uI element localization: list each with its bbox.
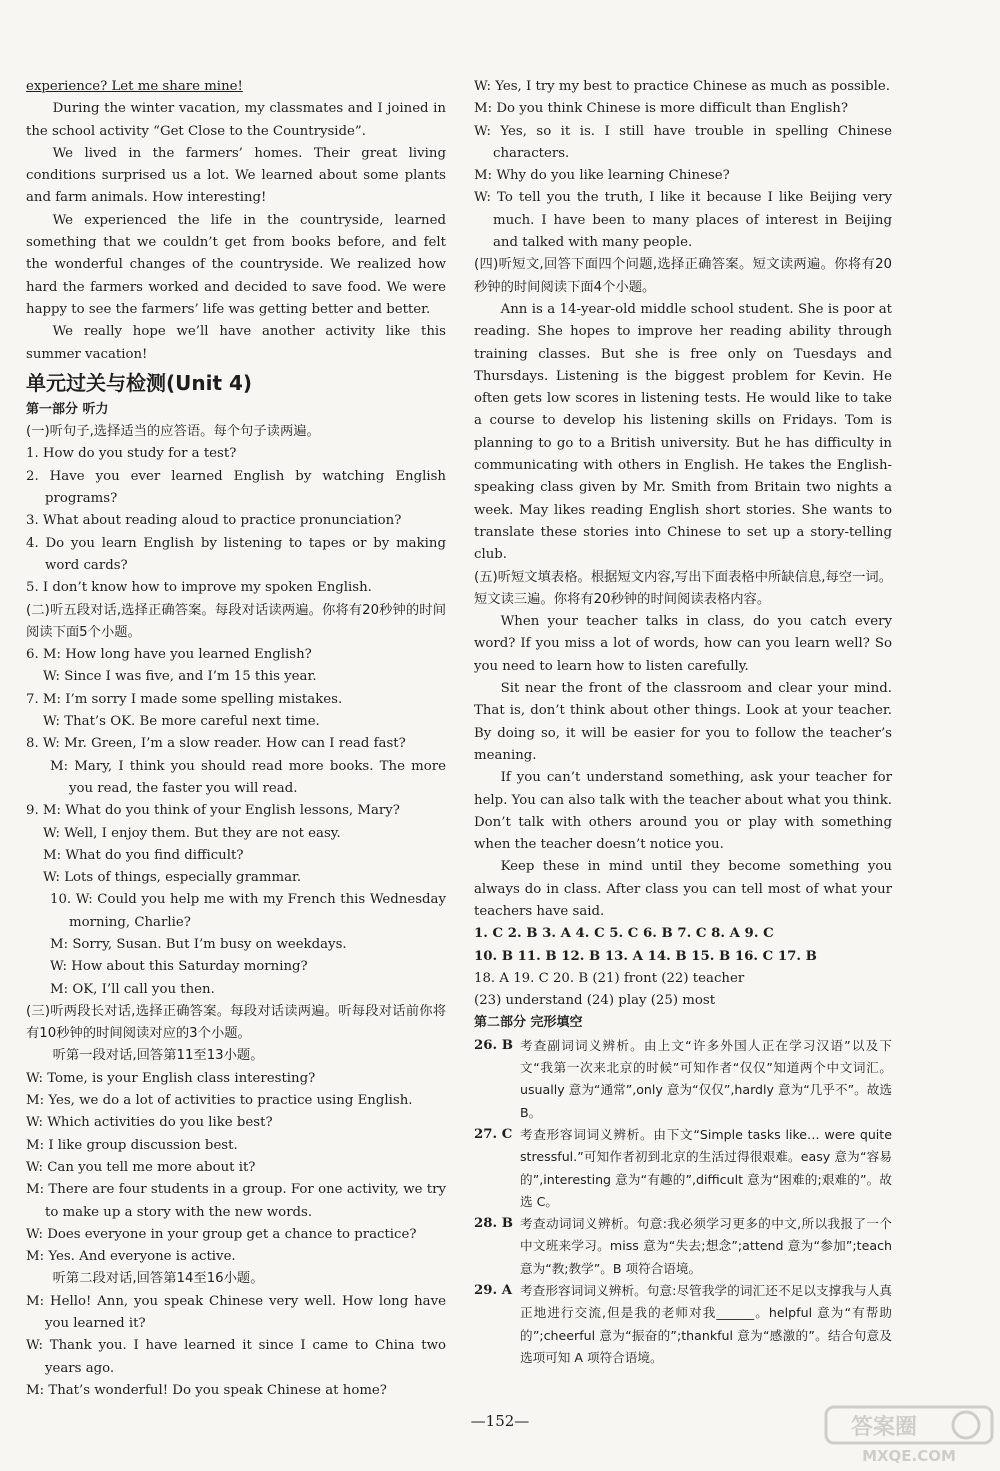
section-heading: (四)听短文,回答下面四个问题,选择正确答案。短文读两遍。你将有20秒钟的时间阅读下面4个小题。: [474, 257, 892, 295]
explanation-number: 28. B: [474, 1216, 514, 1232]
essay-paragraph: During the winter vacation, my classmates and I joined in the school activity “Get Close to the Countryside”.: [26, 101, 446, 139]
dialogue-line: W: Lots of things, especially grammar.: [43, 870, 302, 886]
dialogue-line: M: OK, I’ll call you then.: [50, 981, 215, 997]
question: 2. Have you ever learned English by watching English programs?: [26, 468, 446, 507]
passage-paragraph: Ann is a 14-year-old middle school student. She is poor at reading. She hopes to improve her reading ability through training classes. But she is free only on Tuesdays and Thursdays. Listening is the biggest problem for Kevin. He often gets low scores in listening tests. He would like to take a course to develop his listening skills on Fridays. Tom is planning to go to a British university. But he has difficulty in communicating with others in English. He takes the English-speaking class given by Mr. Smith from Britain two nights a week. May likes reading English short stories. She wants to translate these stories into Chinese to set up a story-telling club.: [474, 301, 892, 563]
explanation-text: 考查形容词词义辨析。句意:尽管我学的词汇还不足以支撑我与人真正地进行交流,但是我的老师对我______。helpful 意为“有帮助的”;cheerful 意为“振奋的”;thankful 意为“感激的”。结合句意及选项可知 A 项符合语境。: [520, 1283, 892, 1365]
section-heading: (三)听两段长对话,选择正确答案。每段对话读两遍。听每段对话前你将有10秒钟的时间阅读对应的3个小题。: [26, 1003, 446, 1042]
dialogue-line: 7. M: I’m sorry I made some spelling mistakes.: [26, 691, 343, 707]
essay-paragraph: We experienced the life in the countryside, learned something that we couldn’t get from books before, and felt the wonderful changes of the countryside. We realized how hard the farmers worked and decided to save food. We were happy to see the farmers’ life was getting better and better.: [26, 212, 446, 317]
sub-heading: 听第一段对话,回答第11至13小题。: [52, 1048, 264, 1064]
passage-paragraph: When your teacher talks in class, do you catch every word? If you miss a lot of words, how can you learn well? So you need to learn how to listen carefully.: [474, 614, 892, 674]
part-heading: 第一部分 听力: [26, 401, 109, 417]
question: 3. What about reading aloud to practice pronunciation?: [26, 513, 402, 529]
sub-heading: 听第二段对话,回答第14至16小题。: [52, 1271, 264, 1287]
dialogue-line: W: Yes, so it is. I still have trouble in spelling Chinese characters.: [474, 123, 892, 161]
explanation-26: [474, 1035, 892, 1124]
dialogue-line: W: To tell you the truth, I like it because I like Beijing very much. I have been to many places of interest in Beijing and talked with many people.: [474, 190, 892, 251]
answer-key-line: 10. B 11. B 12. B 13. A 14. B 15. B 16. C 17. B: [474, 948, 817, 964]
explanation-number: 26. B: [474, 1037, 514, 1053]
dialogue-line: M: Hello! Ann, you speak Chinese very well. How long have you learned it?: [26, 1293, 446, 1332]
svg-text:MXQE.COM: MXQE.COM: [862, 1447, 956, 1465]
passage-paragraph: If you can’t understand something, ask your teacher for help. You can also talk with the teacher about what you think. Don’t talk with others around you or play with something when the teacher doesn’t notice you.: [474, 770, 892, 853]
explanation-27: [474, 1124, 892, 1213]
svg-text:答案圈: 答案圈: [850, 1415, 918, 1440]
dialogue-line: W: Does everyone in your group get a chance to practice?: [26, 1226, 417, 1242]
page-number: —152—: [470, 1412, 530, 1430]
dialogue-line: 6. M: How long have you learned English?: [26, 647, 312, 663]
explanation-text: 考查动词词义辨析。句意:我必须学习更多的中文,所以我报了一个中文班来学习。miss 意为“失去;想念”;attend 意为“参加”;teach 意为“教;教学”。B 项符合语境。: [520, 1216, 892, 1276]
explanation-29: [474, 1280, 892, 1369]
dialogue-line: W: How about this Saturday morning?: [50, 959, 308, 975]
passage-paragraph: Keep these in mind until they become something you always do in class. After class you can tell most of what your teachers have said.: [474, 859, 892, 919]
explanation-number: 27. C: [474, 1126, 513, 1142]
question: 4. Do you learn English by listening to tapes or by making word cards?: [26, 535, 446, 573]
dialogue-line: M: Why do you like learning Chinese?: [474, 168, 730, 184]
passage-paragraph: Sit near the front of the classroom and clear your mind. That is, don’t think about other things. Look at your teacher. By doing so, it will be easier for you to follow the teacher’s meaning.: [474, 681, 892, 763]
dialogue-line: M: Yes. And everyone is active.: [26, 1249, 236, 1265]
watermark-logo: [824, 1403, 994, 1465]
dialogue-line: M: I like group discussion best.: [26, 1137, 238, 1153]
dialogue-line: M: There are four students in a group. For one activity, we try to make up a story with the new words.: [26, 1182, 446, 1220]
dialogue-line: M: That’s wonderful! Do you speak Chinese at home?: [26, 1382, 387, 1398]
dialogue-line: W: Can you tell me more about it?: [26, 1159, 256, 1175]
dialogue-line: W: That’s OK. Be more careful next time.: [43, 714, 320, 730]
dialogue-line: W: Well, I enjoy them. But they are not easy.: [43, 825, 341, 841]
section-heading: (二)听五段对话,选择正确答案。每段对话读两遍。你将有20秒钟的时间阅读下面5个小题。: [26, 602, 446, 640]
essay-paragraph: We really hope we’ll have another activity like this summer vacation!: [26, 324, 446, 362]
dialogue-line: 10. W: Could you help me with my French this Wednesday morning, Charlie?: [50, 892, 446, 930]
dialogue-line: M: Sorry, Susan. But I’m busy on weekdays.: [50, 936, 347, 952]
explanation-text: 考查形容词词义辨析。由下文“Simple tasks like… were quite stressful.”可知作者初到北京的生活过得很艰难。easy 意为“容易的”,interesting 意为“有趣的”,difficult 意为“困难的;艰难的”。故选 C。: [520, 1126, 892, 1209]
answer-key-line: 18. A 19. C 20. B (21) front (22) teacher: [474, 970, 745, 986]
question: 5. I don’t know how to improve my spoken English.: [26, 580, 372, 596]
dialogue-line: M: Mary, I think you should read more books. The more you read, the faster you will read.: [50, 758, 446, 796]
dialogue-line: W: Since I was five, and I’m 15 this year.: [43, 669, 317, 685]
part-heading: 第二部分 完形填空: [474, 1015, 583, 1031]
right-column: [474, 76, 892, 1369]
answer-key-line: 1. C 2. B 3. A 4. C 5. C 6. B 7. C 8. A 9. C: [474, 926, 774, 942]
section-heading: (一)听句子,选择适当的应答语。每个句子读两遍。: [26, 424, 320, 440]
left-column: [26, 76, 446, 1402]
dialogue-line: 9. M: What do you think of your English lessons, Mary?: [26, 803, 400, 819]
dialogue-line: W: Tome, is your English class interesting?: [26, 1070, 316, 1086]
dialogue-line: W: Yes, I try my best to practice Chinese as much as possible.: [474, 79, 890, 94]
dialogue-line: W: Thank you. I have learned it since I came to China two years ago.: [26, 1338, 446, 1376]
essay-paragraph: We lived in the farmers’ homes. Their great living conditions surprised us a lot. We learned about some plants and farm animals. How interesting!: [26, 145, 446, 206]
dialogue-line: M: Yes, we do a lot of activities to practice using English.: [26, 1093, 413, 1109]
explanation-number: 29. A: [474, 1283, 513, 1299]
answer-key-line: (23) understand (24) play (25) most: [474, 993, 716, 1009]
dialogue-line: 8. W: Mr. Green, I’m a slow reader. How can I read fast?: [26, 736, 406, 752]
explanation-28: [474, 1213, 892, 1280]
dialogue-line: W: Which activities do you like best?: [26, 1115, 273, 1131]
question: 1. How do you study for a test?: [26, 446, 237, 462]
dialogue-line: M: What do you find difficult?: [43, 847, 244, 863]
explanation-text: 考查副词词义辨析。由上文“许多外国人正在学习汉语”以及下文“我第一次来北京的时候”可知作者“仅仅”知道两个中文词汇。usually 意为“通常”,only 意为“仅仅”,hardly 意为“几乎不”。故选 B。: [520, 1037, 892, 1120]
dialogue-line: M: Do you think Chinese is more difficult than English?: [474, 101, 848, 117]
intro-tail: experience? Let me share mine!: [26, 79, 243, 94]
unit-title: 单元过关与检测(Unit 4): [26, 370, 253, 395]
section-heading: (五)听短文填表格。根据短文内容,写出下面表格中所缺信息,每空一词。短文读三遍。你将有20秒钟的时间阅读表格内容。: [474, 569, 892, 607]
